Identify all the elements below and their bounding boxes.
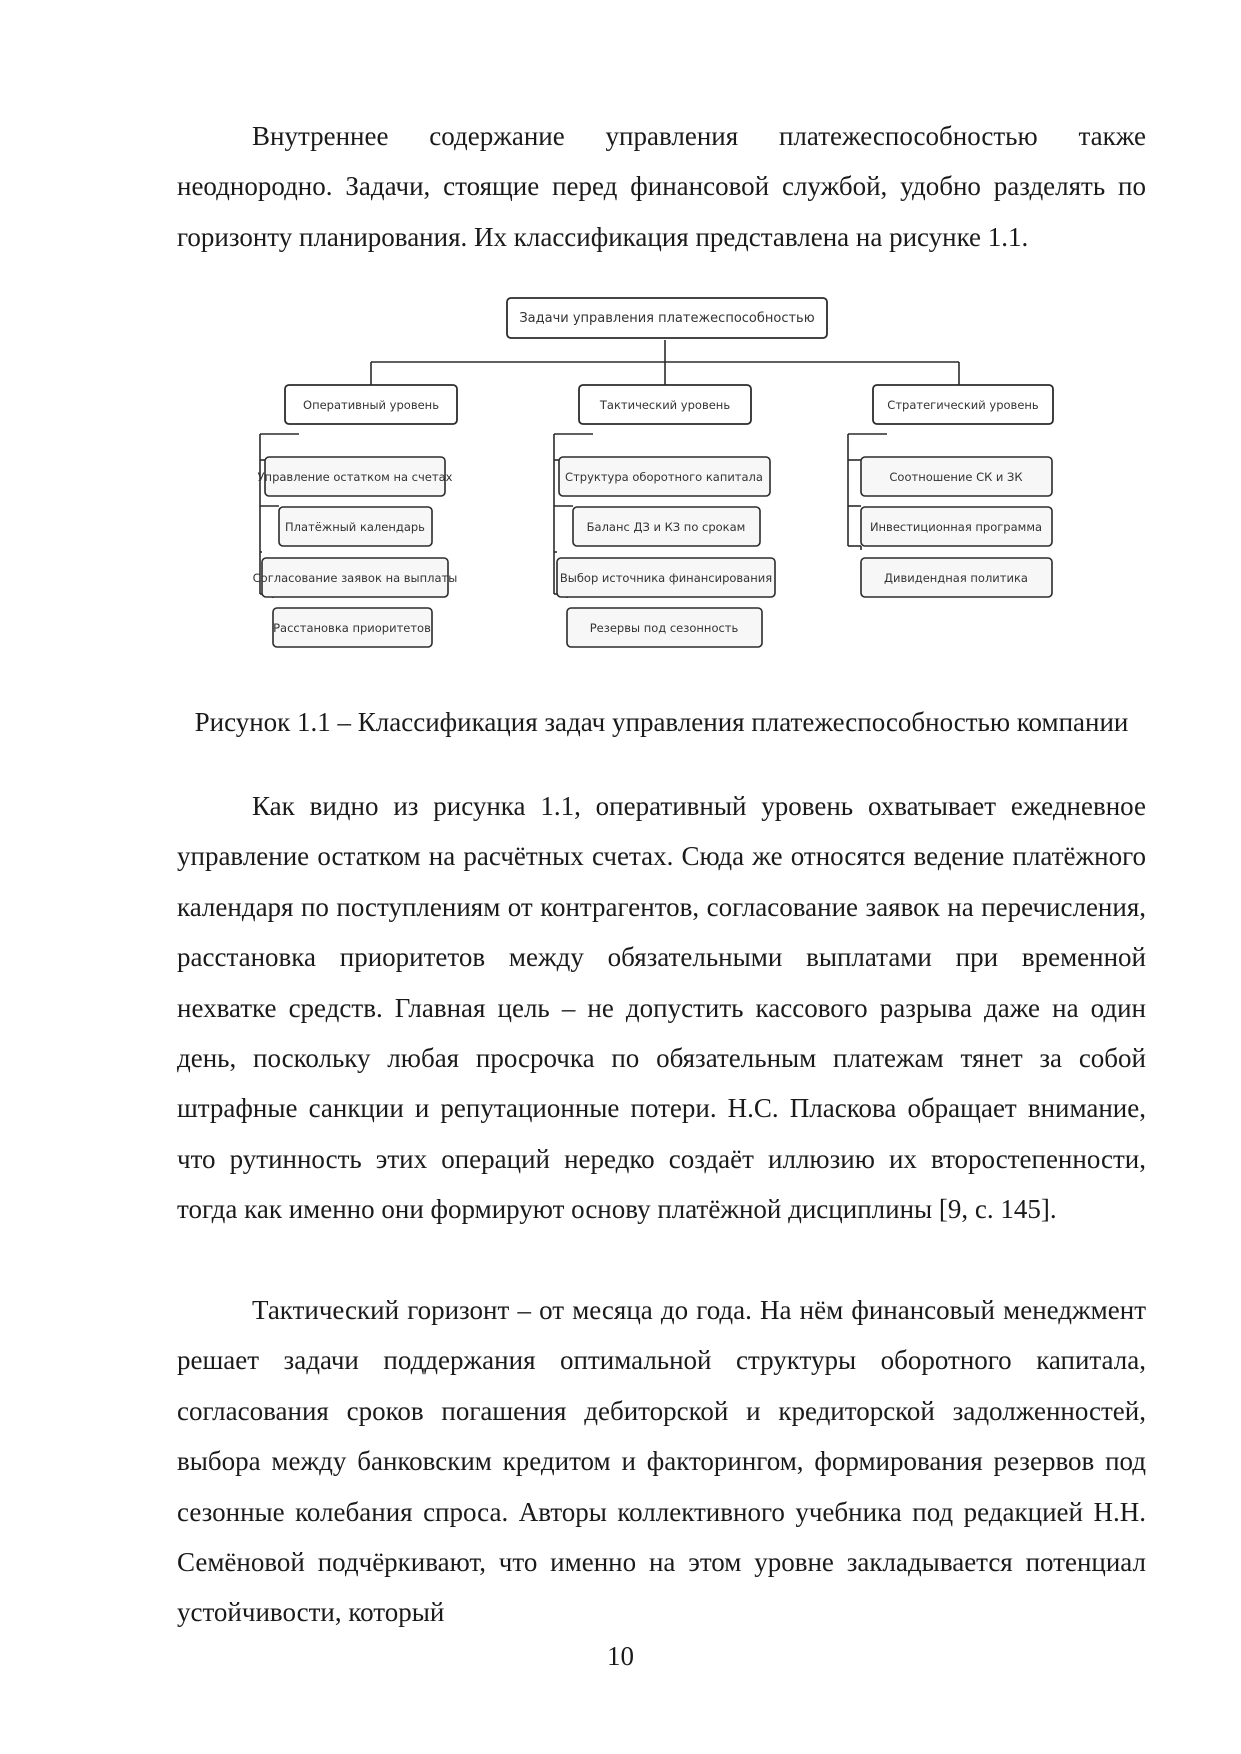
task-node [559,457,770,496]
task-label: Инвестиционная программа [869,520,1043,534]
task-label: Резервы под сезонность [589,621,739,635]
task-node [557,558,775,597]
body-paragraph-operational: Как видно из рисунка 1.1, оперативный уровень охватывает ежедневное управление остатком на расчётных счетах. Сюда же относятся ведение платёжного календаря по поступлениям от контрагентов, согласование заявок на перечисления, расстановка приоритетов между обязательными выплатами при временной нехватке средств. Главная цель – не допустить кассового разрыва даже на один день, поскольку любая просрочка по обязательным платежам тянет за собой штрафные санкции и репутационные потери. Н.С. Пласкова обращает внимание, что рутинность этих операций нередко создаёт иллюзию их второстепенности, тогда как именно они формируют основу платёжной дисциплины [9, с. 145]. [177,791,1146,1225]
task-label: Управление остатком на счетах [257,470,453,484]
level-node-strategic [873,385,1053,424]
level-node-tactical [579,385,751,424]
diagram-root-label: Задачи управления платежеспособностью [519,311,815,326]
level-node-operational [285,385,457,424]
page-number: 10 [607,1641,634,1671]
task-node [253,558,458,597]
task-node [573,507,760,546]
task-label: Выбор источника финансирования [559,571,773,585]
body-paragraph-tactical: Тактический горизонт – от месяца до года. На нём финансовый менеджмент решает задачи поддержания оптимальной структуры оборотного капитала, согласования сроков погашения дебиторской и кредиторской задолженностей, выбора между банковским кредитом и факторингом, формирования резервов под сезонные колебания спроса. Авторы коллективного учебника под редакцией Н.Н. Семёновой подчёркивают, что именно на этом уровне закладывается потенциал устойчивости, который [177,1295,1146,1628]
task-node [861,507,1052,546]
task-label: Согласование заявок на выплаты [252,571,458,585]
level-label-strategic: Стратегический уровень [887,398,1039,412]
task-label: Соотношение СК и ЗК [889,470,1023,484]
task-label: Дивидендная политика [884,571,1028,585]
intro-paragraph: Внутреннее содержание управления платежеспособностью также неоднородно. Задачи, стоящие перед финансовой службой, удобно разделять по горизонту планирования. Их классификация представлена на рисунке 1.1. [177,121,1146,252]
task-label: Платёжный календарь [285,520,425,534]
task-node [279,507,432,546]
task-node [273,608,432,647]
task-node [567,608,762,647]
level-label-operational: Оперативный уровень [303,398,439,412]
task-label: Баланс ДЗ и КЗ по срокам [586,520,746,534]
level-label-tactical: Тактический уровень [599,398,731,412]
task-node [258,457,453,496]
diagram-root-node [507,298,827,338]
task-label: Структура оборотного капитала [565,470,763,484]
task-node [861,457,1052,496]
task-node [861,558,1052,597]
figure-caption: Рисунок 1.1 – Классификация задач управления платежеспособностью компании [194,707,1129,737]
classification-diagram [245,290,1085,670]
task-label: Расстановка приоритетов [273,621,431,635]
